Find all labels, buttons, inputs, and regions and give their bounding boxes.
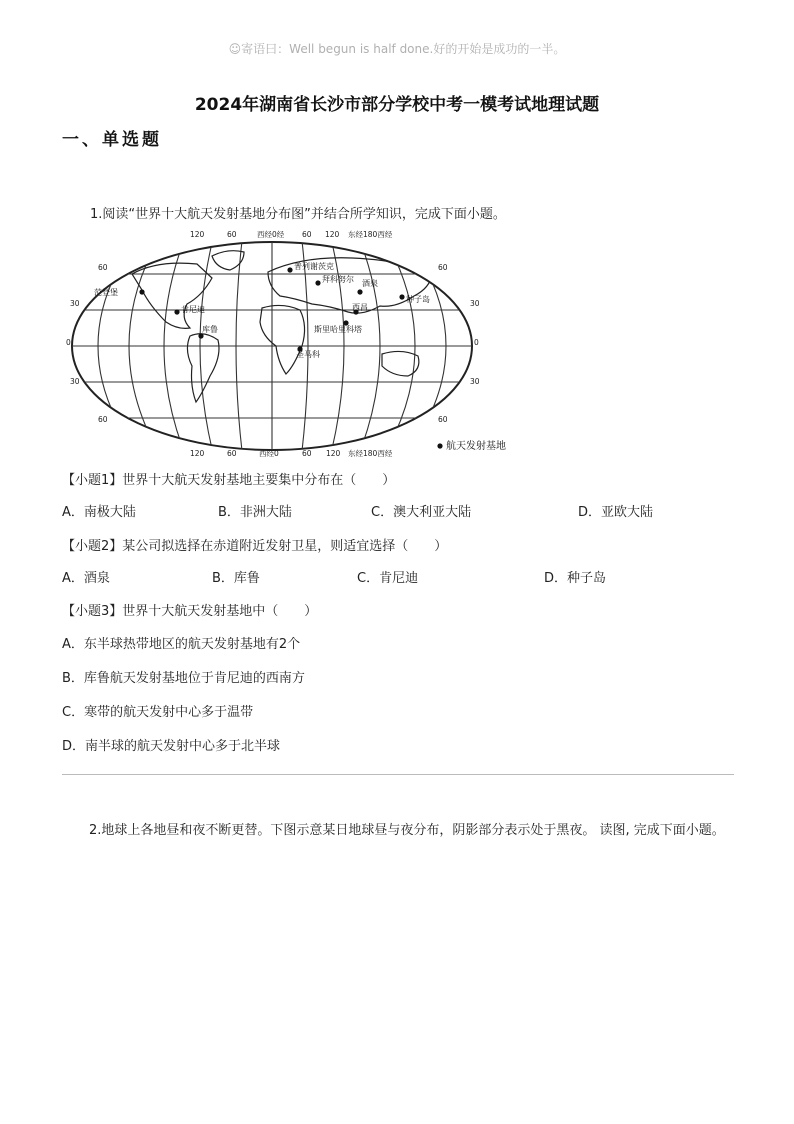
map-top-label: 60 (302, 230, 312, 239)
question-divider (62, 774, 734, 775)
site-label-xichang: 西昌 (352, 303, 368, 312)
subquestion-1-option-a: A．南极大陆 (62, 505, 136, 520)
subquestion-3-stem: 【小题3】世界十大航天发射基地中（ ） (62, 604, 318, 619)
header-motto: ☺寄语曰：Well begun is half done.好的开始是成功的一半。 (228, 42, 566, 56)
subquestion-2-stem: 【小题2】某公司拟选择在赤道附近发射卫星，则适宜选择（ ） (62, 539, 448, 554)
map-top-label: 东经180西经 (348, 230, 393, 239)
map-left-label: 0 (66, 338, 71, 347)
site-label-sriharikota: 斯里哈里科塔 (314, 325, 362, 334)
question-2-intro: 2.地球上各地昼和夜不断更替。下图示意某日地球昼与夜分布，阴影部分表示处于黑夜。 读图, 完成下面小题。 (89, 823, 725, 838)
site-label-san-marco: 圣马科 (296, 350, 320, 359)
map-right-label: 0 (474, 338, 479, 347)
question-1-intro: 1.阅读“世界十大航天发射基地分布图”并结合所学知识，完成下面小题。 (90, 207, 506, 222)
map-bottom-label: 西经0 (259, 449, 279, 458)
map-left-label: 60 (98, 415, 108, 424)
map-bottom-label: 东经180西经 (348, 449, 393, 458)
launch-site-dot (139, 289, 144, 294)
site-label-vandenberg: 范登堡 (94, 288, 118, 297)
subquestion-3-option-b: B．库鲁航天发射基地位于肯尼迪的西南方 (62, 671, 305, 686)
map-left-label: 30 (70, 299, 80, 308)
map-top-label: 120 (325, 230, 340, 239)
launch-site-dot (174, 309, 179, 314)
launch-site-dot (287, 267, 292, 272)
map-right-label: 30 (470, 377, 480, 386)
subquestion-2-option-d: D．种子岛 (544, 571, 607, 586)
subquestion-1-option-d: D．亚欧大陆 (578, 505, 654, 520)
world-launch-sites-map (62, 226, 532, 458)
map-right-label: 30 (470, 299, 480, 308)
map-left-label: 30 (70, 377, 80, 386)
map-bottom-label: 120 (190, 449, 205, 458)
site-label-plesetsk: 普列谢茨克 (294, 262, 334, 271)
map-top-label: 西经0经 (257, 230, 285, 239)
subquestion-3-option-a: A．东半球热带地区的航天发射基地有2个 (62, 637, 301, 652)
map-right-label: 60 (438, 415, 448, 424)
legend-dot (437, 443, 442, 448)
map-top-label: 60 (227, 230, 237, 239)
site-label-jiuquan: 酒泉 (362, 279, 378, 288)
map-bottom-label: 60 (302, 449, 312, 458)
subquestion-2-option-b: B．库鲁 (212, 571, 260, 586)
subquestion-3-option-c: C．寒带的航天发射中心多于温带 (62, 705, 254, 720)
subquestion-2-option-a: A．酒泉 (62, 571, 110, 586)
map-bottom-label: 60 (227, 449, 237, 458)
section-heading: 一、单选题 (62, 130, 162, 150)
page-title: 2024年湖南省长沙市部分学校中考一模考试地理试题 (194, 95, 600, 115)
launch-site-dot (399, 294, 404, 299)
site-label-tanegashima: 种子岛 (406, 295, 430, 304)
subquestion-3-option-d: D．南半球的航天发射中心多于北半球 (62, 739, 281, 754)
subquestion-1-option-b: B．非洲大陆 (218, 505, 292, 520)
site-label-kennedy: 肯尼迪 (181, 305, 205, 314)
map-right-label: 60 (438, 263, 448, 272)
map-svg (62, 226, 532, 458)
subquestion-2-option-c: C．肯尼迪 (357, 571, 419, 586)
site-label-kourou: 库鲁 (202, 325, 218, 334)
site-label-baikonur: 拜科努尔 (322, 275, 354, 284)
launch-site-dot (357, 289, 362, 294)
map-top-label: 120 (190, 230, 205, 239)
map-left-label: 60 (98, 263, 108, 272)
launch-site-dot (198, 333, 203, 338)
map-bottom-label: 120 (326, 449, 341, 458)
subquestion-1-stem: 【小题1】世界十大航天发射基地主要集中分布在（ ） (62, 473, 396, 488)
map-legend-label: 航天发射基地 (446, 441, 506, 452)
subquestion-1-option-c: C．澳大利亚大陆 (371, 505, 472, 520)
launch-site-dot (315, 280, 320, 285)
